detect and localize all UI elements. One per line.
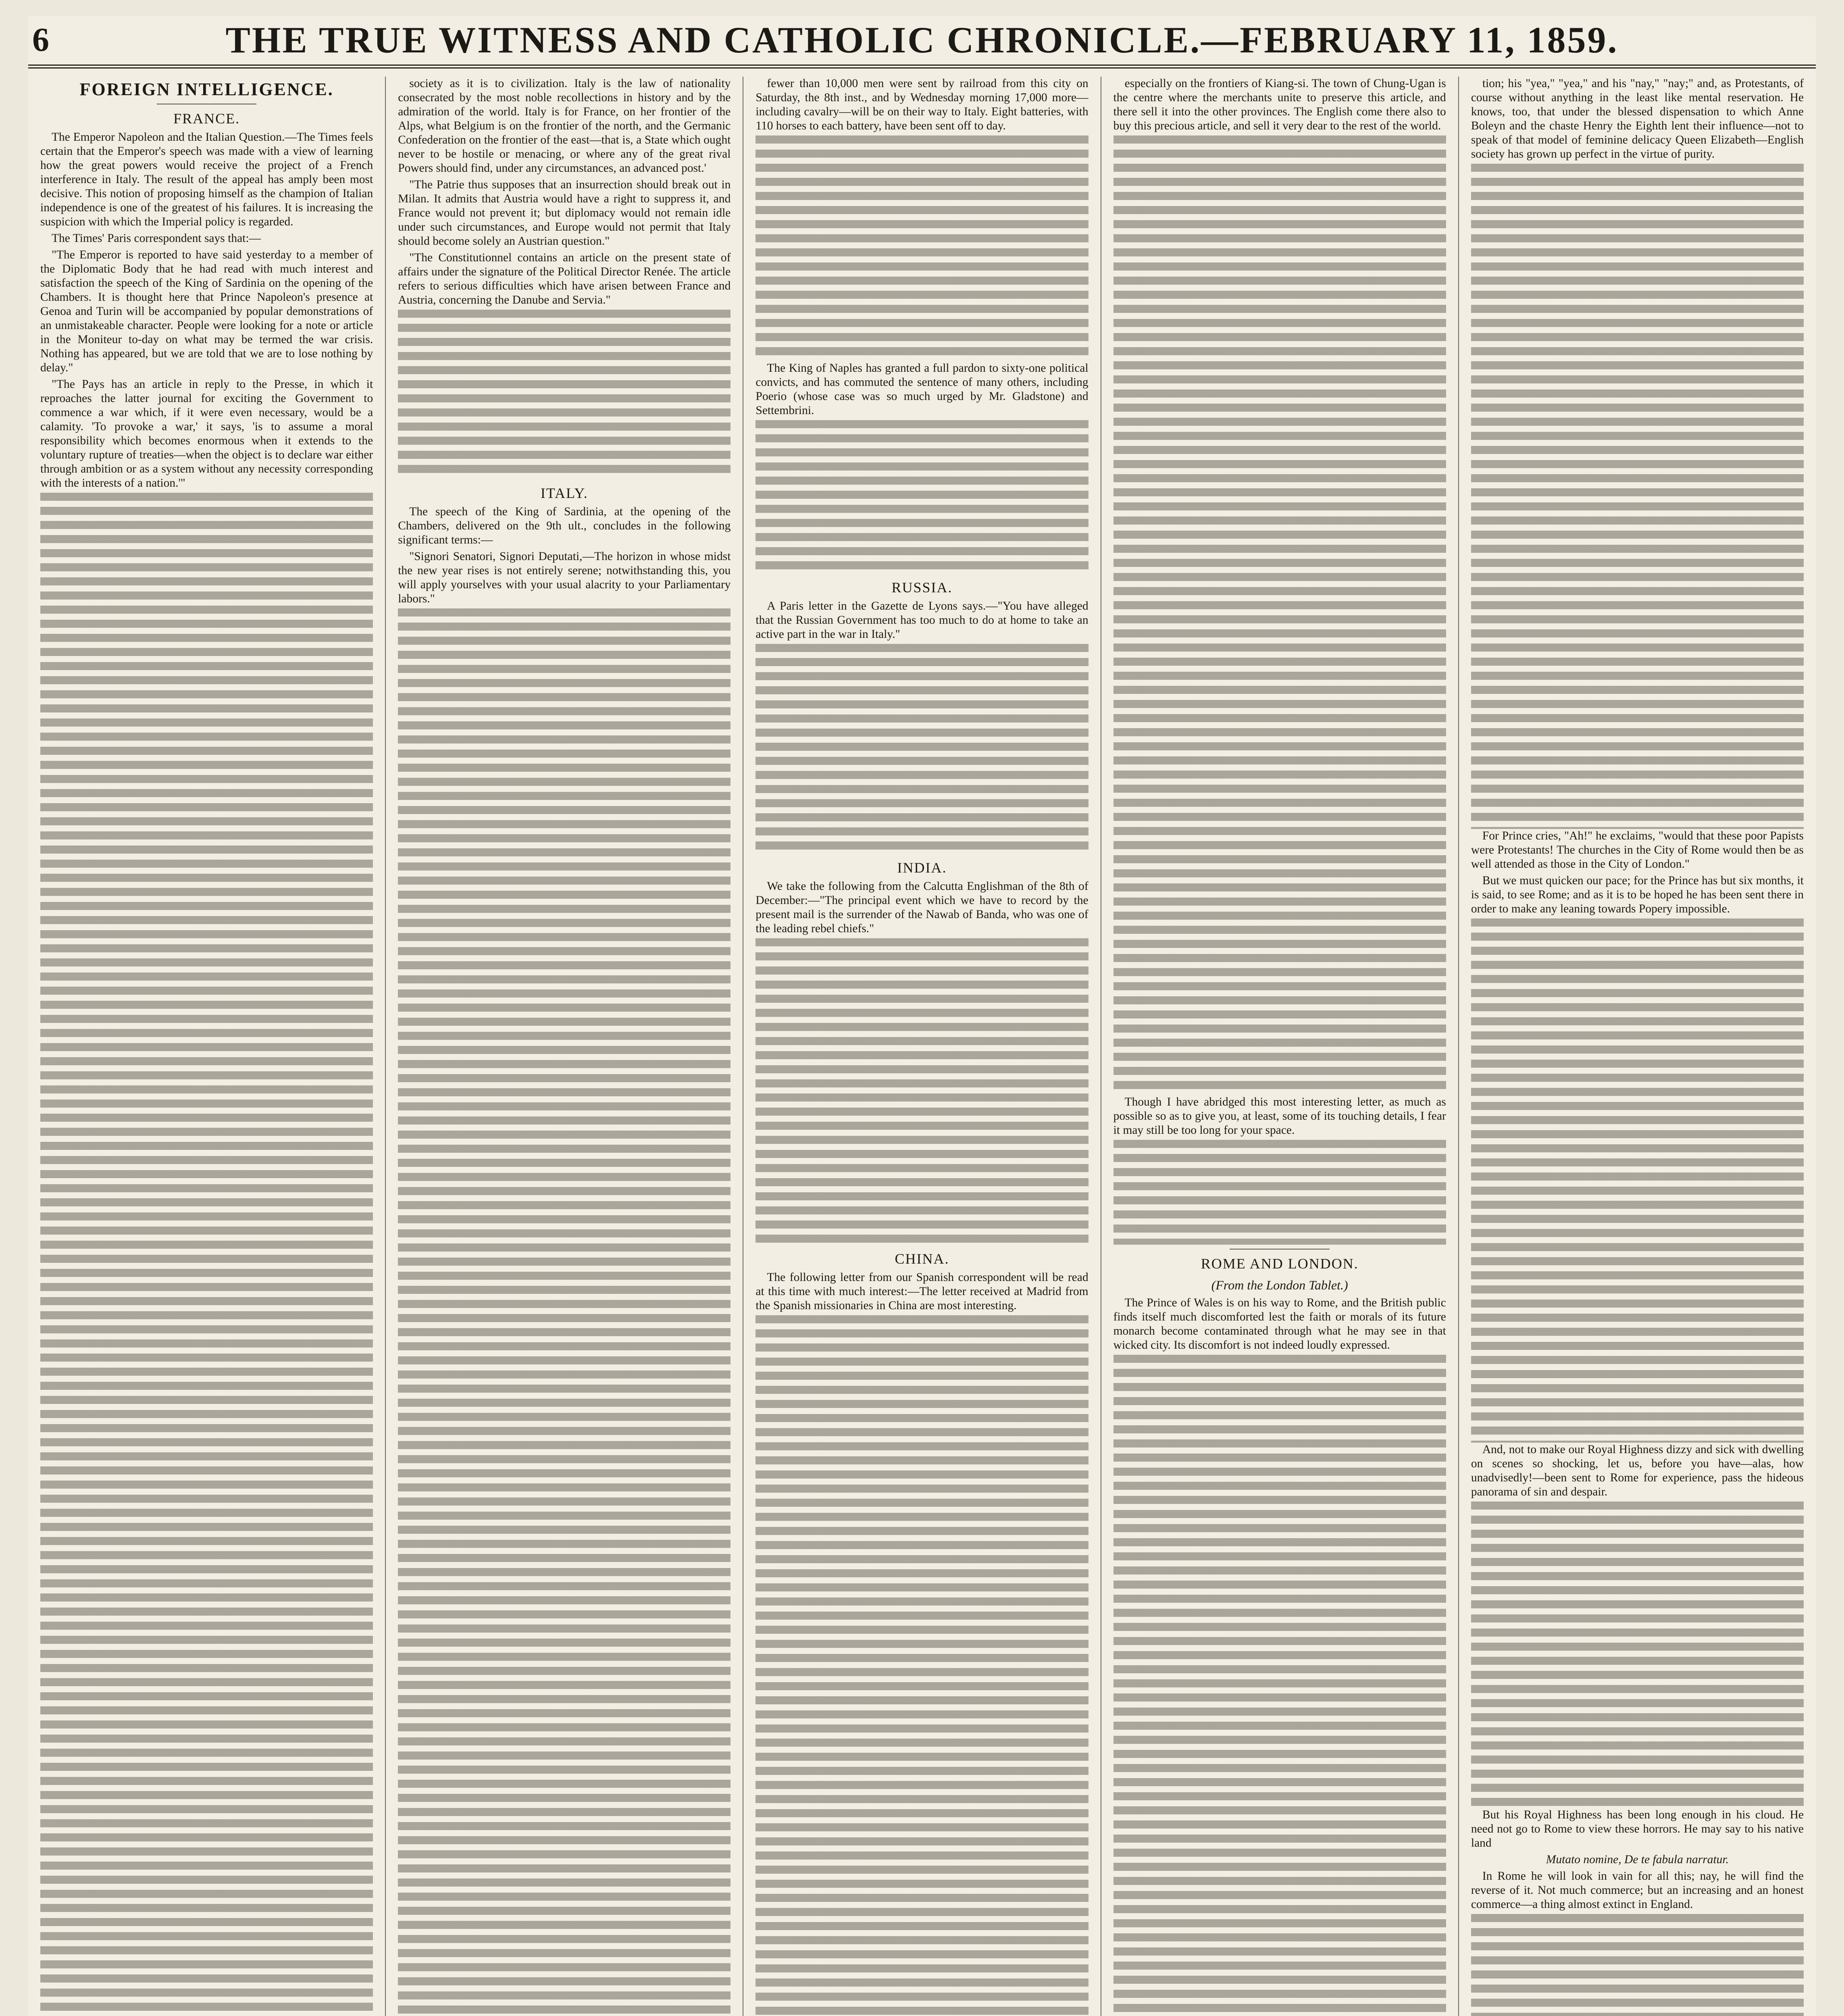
article-paragraph: "The Emperor is reported to have said yesterday to a member of the Diplomatic Body that he had read with much interest and satisfaction the speech of the King of Sardinia on the opening of the Chambers. It is thought here that Prince Napoleon's presence at Genoa and Turin will be accompanied by popular demonstrations of an unmistakeable character. People were looking for a note or article in the Moniteur to-day on what may be termed the war crisis. Nothing has appeared, but we are told that we are to lose nothing by delay." (40, 248, 373, 374)
article-paragraph: "Signori Senatori, Signori Deputati,—The horizon in whose midst the new year rises is not entirely serene; notwithstanding this, you will apply yourselves with your usual alacrity to your Parliamentary labors." (398, 550, 731, 605)
continuing-text (1471, 1914, 1804, 2016)
column-3 (743, 77, 1101, 2016)
article-paragraph: The Emperor Napoleon and the Italian Question.—The Times feels certain that the Emperor's speech was made with a view of learning how the great powers would receive the project of a French interference in Italy. The result of the appeal has amply been most decisive. This notion of proposing himself as the champion of Italian independence is one of the greatest of his failures. It is increasing the suspicion with which the Imperial policy is regarded. (40, 131, 373, 228)
continuing-text (1471, 1502, 1804, 1808)
continuing-text (1471, 918, 1804, 1443)
column-1 (28, 77, 386, 2016)
column-5 (1459, 77, 1816, 2016)
newspaper-page (28, 16, 1816, 2016)
article-paragraph: But we must quicken our pace; for the Prince has but six months, it is said, to see Rome; and as it is to be hoped he has been sent there in order to make any leaning towards Popery impossible. (1471, 874, 1804, 915)
continuing-text (1113, 1140, 1446, 1245)
columns (28, 77, 1816, 2016)
article-paragraph: And, not to make our Royal Highness dizzy and sick with dwelling on scenes so shocking, let us, before you have—alas, how unadvisedly!—been sent to Rome for experience, pass the hideous panorama of sin and despair. (1471, 1443, 1804, 1498)
article-paragraph: For Prince cries, "Ah!" he exclaims, "would that these poor Papists were Protestants! The churches in the City of Rome would then be as well attended as those in the City of London." (1471, 829, 1804, 871)
article-paragraph: The following letter from our Spanish correspondent will be read at this time with much interest:—The letter received at Madrid from the Spanish missionaries in China are most interesting. (755, 1271, 1089, 1312)
column-4 (1101, 77, 1459, 2016)
article-paragraph: "The Pays has an article in reply to the Presse, in which it reproaches the latter journal for exciting the Government to commence a war which, if it were even necessary, would be a calamity. 'To provoke a war,' it says, 'is to assume a moral responsibility which becomes enormous when it extends to the voluntary rupture of treaties—when the object is to declare war either through ambition or as a system without any necessity corresponding with the interests of a nation.'" (40, 378, 373, 489)
article-paragraph: The speech of the King of Sardinia, at the opening of the Chambers, delivered on the 9th ult., concludes in the following significant terms:— (398, 505, 731, 546)
sub-heading-india: INDIA. (897, 860, 947, 876)
column-2 (386, 77, 743, 2016)
paper-title: THE TRUE WITNESS AND CATHOLIC CHRONICLE.—FEBRUARY 11, 1859. (225, 19, 1619, 60)
article-paragraph: Though I have abridged this most interesting letter, as much as possible so as to give you, at least, some of its touching details, I fear it may still be too long for your space. (1113, 1095, 1446, 1137)
sub-heading-russia: RUSSIA. (891, 579, 953, 596)
sub-heading-france: FRANCE. (173, 110, 240, 127)
masthead (28, 16, 1816, 69)
sub-heading-italy: ITALY. (540, 485, 588, 501)
article-paragraph: society as it is to civilization. Italy is the law of nationality consecrated by the most noble recollections in history and by the admiration of the world. Italy is for France, on her frontier of the Alps, what Belgium is on the frontier of the north, and the Germanic Confederation on the frontier of the east—that is, a State which ought never to be hostile or menacing, or where any of the great rival Powers should find, under any circumstances, an advanced post.' (398, 77, 731, 175)
article-paragraph: We take the following from the Calcutta Englishman of the 8th of December:—"The principal event which we have to record by the present mail is the surrender of the Nawab of Banda, who was one of the leading rebel chiefs." (755, 880, 1089, 935)
article-paragraph: fewer than 10,000 men were sent by railroad from this city on Saturday, the 8th inst., and by Wednesday morning 17,000 more—including cavalry—will be on their way to Italy. Eight batteries, with 110 horses to each battery, have been sent off to day. (755, 77, 1089, 132)
article-paragraph: The Prince of Wales is on his way to Rome, and the British public finds itself much discomforted lest the faith or morals of its future monarch become contaminated through what he may see in that wicked city. Its discomfort is not indeed loudly expressed. (1113, 1296, 1446, 1352)
continuing-text (398, 310, 731, 479)
continuing-text (755, 644, 1088, 854)
continuing-text (755, 1315, 1088, 2016)
article-paragraph: "The Constitutionnel contains an article on the present state of affairs under the signature of the Political Director Renée. The article refers to serious difficulties which have arisen between France and Austria, concerning the Danube and Servia." (398, 251, 731, 306)
article-paragraph: especially on the frontiers of Kiang-si. The town of Chung-Ugan is the centre where the merchants unite to preserve this article, and there sell it into the other provinces. The English come there also to buy this precious article, and sell it very dear to the rest of the world. (1113, 77, 1446, 132)
continuing-text (1471, 164, 1804, 829)
continuing-text (1113, 135, 1446, 1095)
continuing-text (398, 608, 731, 2016)
article-paragraph: The King of Naples has granted a full pardon to sixty-one political convicts, and has commuted the sentence of many others, including Poerio (whose case was so much urged by Mr. Gladstone) and Settembrini. (755, 362, 1089, 417)
article-source: (From the London Tablet.) (1211, 1278, 1348, 1292)
continuing-text (1113, 1355, 1446, 2016)
sub-heading-china: CHINA. (895, 1251, 949, 1267)
article-paragraph: A Paris letter in the Gazette de Lyons says.—"You have alleged that the Russian Government has too much to do at home to take an active part in the war in Italy." (755, 600, 1089, 641)
continuing-text (755, 938, 1088, 1245)
page-number: 6 (32, 21, 49, 58)
article-paragraph: But his Royal Highness has been long enough in his cloud. He need not go to Rome to view these horrors. He may say to his native land (1471, 1808, 1804, 1849)
article-paragraph: The Times' Paris correspondent says that:— (52, 232, 261, 245)
continuing-text (755, 135, 1088, 361)
continuing-text (40, 493, 373, 2016)
sub-heading-rome-and-london: ROME AND LONDON. (1201, 1256, 1359, 1272)
divider (1230, 1249, 1330, 1250)
continuing-text (755, 420, 1088, 573)
article-paragraph: "The Patrie thus supposes that an insurrection should break out in Milan. It admits that Austria would have a right to suppress it, and France would not prevent it; but diplomacy would not remain idle under such circumstances, and Europe would not permit that Italy should become solely an Austrian question." (398, 178, 731, 248)
article-paragraph: In Rome he will look in vain for all this; nay, he will find the reverse of it. Not much commerce; but an increasing and an honest commerce—a thing almost extinct in England. (1471, 1870, 1804, 1911)
section-heading: FOREIGN INTELLIGENCE. (79, 79, 334, 99)
article-paragraph: tion; his "yea," "yea," and his "nay," "nay;" and, as Protestants, of course without anything in the least like mental reservation. He knows, too, that under the blessed dispensation to which Anne Boleyn and the chaste Henry the Eighth lent their influence—not to speak of that model of feminine delicacy Queen Elizabeth—English society has grown up perfect in the virtue of purity. (1471, 77, 1804, 160)
latin-motto: Mutato nomine, De te fabula narratur. (1546, 1853, 1729, 1866)
